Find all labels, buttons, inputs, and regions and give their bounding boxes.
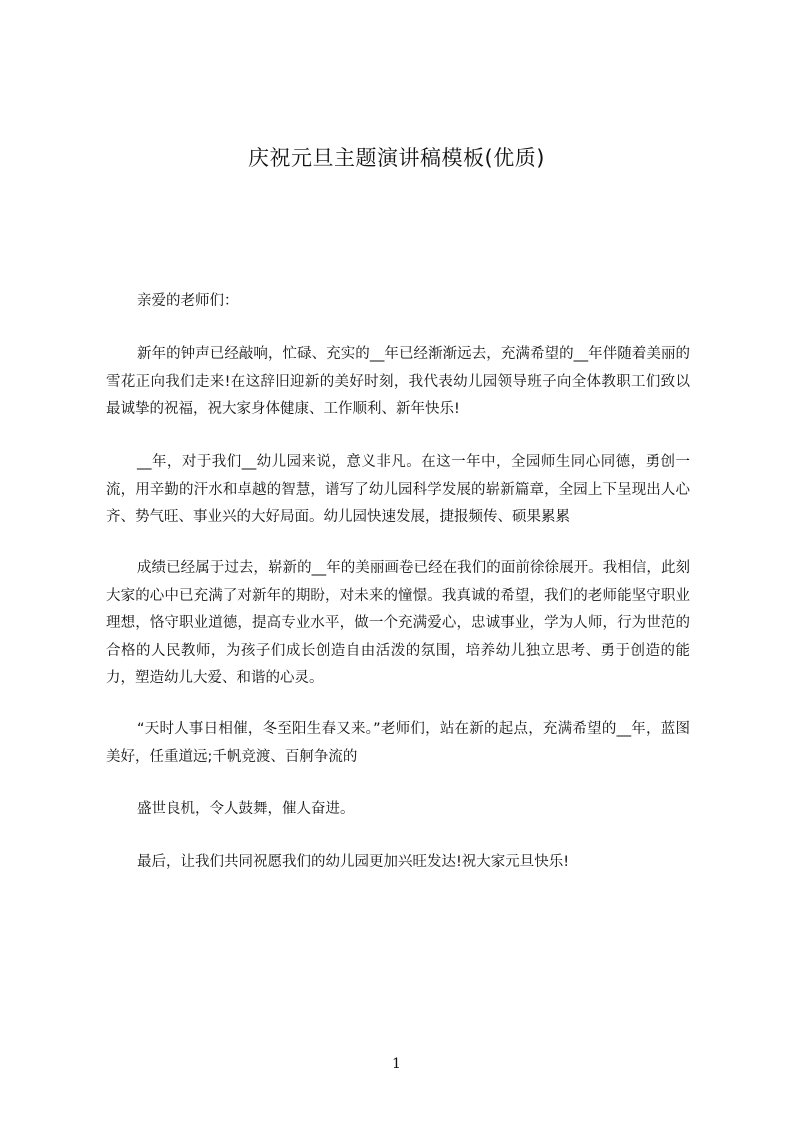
document-title: 庆祝元旦主题演讲稿模板(优质) [248,146,545,170]
paragraph-closing-wish: 最后，让我们共同祝愿我们的幼儿园更加兴旺发达!祝大家元旦快乐! [137,854,570,870]
paragraph-encouragement: 盛世良机，令人鼓舞，催人奋进。 [137,801,355,817]
page-number: 1 [392,1056,401,1072]
paragraph-year-review: __年，对于我们__幼儿园来说，意义非凡。在这一年中，全园师生同心同德，勇创一流，用辛勤的汗水和卓越的智慧，谱写了幼儿园科学发展的崭新篇章，全园上下呈现出人心齐、势气旺、事业兴的大好局面。幼儿园快速发展，捷报频传、硕果累累 [106,454,690,525]
paragraph-new-year-greeting: 新年的钟声已经敲响，忙碌、充实的__年已经渐渐远去，充满希望的__年伴随着美丽的雪花正向我们走来!在这辞旧迎新的美好时刻，我代表幼儿园领导班子向全体教职工们致以最诚挚的祝福，祝大家身体健康、工作顺利、新年快乐! [106,346,690,417]
paragraph-salutation: 亲爱的老师们： [137,293,239,309]
paragraph-poem-quote: “天时人事日相催，冬至阳生春又来。”老师们，站在新的起点，充满希望的__年，蓝图美好，任重道远;千帆竞渡、百舸争流的 [106,721,690,765]
paragraph-future-hopes: 成绩已经属于过去，崭新的__年的美丽画卷已经在我们的面前徐徐展开。我相信，此刻大家的心中已充满了对新年的期盼，对未来的憧憬。我真诚的希望，我们的老师能坚守职业理想，恪守职业道德，提高专业水平，做一个充满爱心，忠诚事业，学为人师，行为世范的合格的人民教师，为孩子们成长创造自由活泼的氛围，培养幼儿独立思考、勇于创造的能力，塑造幼儿大爱、和谐的心灵。 [106,560,690,686]
